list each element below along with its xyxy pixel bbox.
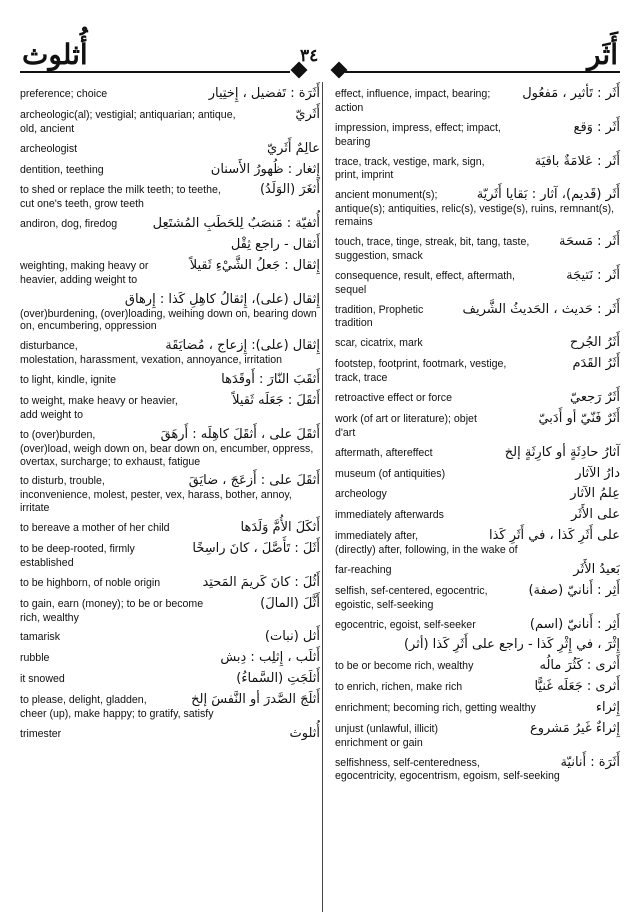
- translation-continued: egoistic, self-seeking: [335, 598, 434, 611]
- arabic-term: أَثَر : عَلامَةٌ باقيَة: [534, 153, 620, 169]
- dictionary-entry: [335, 700, 620, 716]
- arabic-term: أُثفيّة : مَنصَبٌ لِلحَطَبِ المُشتَعِل: [152, 216, 320, 232]
- translation-continued: sequel: [335, 283, 367, 296]
- right-headword: أَثَر: [586, 38, 618, 71]
- arabic-term: أَثَر (قَديم)، آثار : بَقايا أَثَريّة: [476, 187, 620, 203]
- dictionary-entry: [20, 671, 320, 687]
- arabic-term: أَثرى : كَثُرَ مالُه: [539, 658, 620, 674]
- english-translation: rubble: [20, 652, 50, 665]
- dictionary-entry: [20, 338, 320, 367]
- arabic-term: أَثكَلَ الأُمَّ وَلَدَها: [240, 520, 320, 536]
- translation-continued: print, imprint: [335, 169, 394, 182]
- dictionary-entry: [335, 268, 620, 297]
- dictionary-entry: [20, 292, 320, 334]
- english-translation: trace, track, vestige, mark, sign,: [335, 155, 485, 168]
- dictionary-entry: [335, 617, 620, 633]
- dictionary-entry: [20, 86, 320, 102]
- translation-continued: molestation, harassment, vexation, annoyance, irritation: [20, 354, 283, 367]
- arabic-term: أَثَرٌ رَجعيّ: [570, 390, 620, 406]
- dictionary-entry: [335, 721, 620, 750]
- arabic-term: إِثراء: [595, 699, 620, 715]
- arabic-term: عِلمُ الآثار: [570, 486, 620, 502]
- dictionary-entry: [20, 141, 320, 157]
- english-translation: to be deep-rooted, firmly: [20, 543, 135, 556]
- page-number: ٣٤: [300, 46, 319, 66]
- page-header: [0, 0, 638, 78]
- english-translation: consequence, result, effect, aftermath,: [335, 269, 516, 282]
- translation-continued: (directly) after, following, in the wake of: [335, 543, 518, 556]
- arabic-term: على أَثَرِ كَذا ، في أَثَرِ كَذا: [489, 528, 620, 544]
- english-translation: disturbance,: [20, 340, 78, 353]
- arabic-term: أَثلَجَ الصَّدرَ أو النَّفسَ إلخ: [191, 692, 320, 708]
- dictionary-entry: [335, 154, 620, 183]
- translation-continued: d'art: [335, 426, 356, 439]
- arabic-term: أَثِر : أَنانيّ (صفة): [528, 582, 620, 598]
- dictionary-entry: [335, 120, 620, 149]
- arabic-term: إِثقال (على): إِزعاج ، مُضايَقَة: [165, 338, 320, 354]
- english-translation: aftermath, aftereffect: [335, 446, 433, 459]
- english-translation: work (of art or literature); objet: [335, 412, 477, 425]
- english-translation: to weight, make heavy or heavier,: [20, 394, 178, 407]
- arabic-term: أَثَرَة : أَنانيّة: [560, 754, 620, 770]
- translation-continued: (over)burdening, (over)loading, weihing down on, bearing down on, encumbering, oppression: [20, 307, 317, 333]
- english-translation: to (over)burden,: [20, 428, 96, 441]
- arabic-term: أَثقَلَ على ، أَثقَلَ كاهِلَه : أَرهَقَ: [160, 426, 320, 442]
- translation-continued: established: [20, 556, 74, 569]
- dictionary-entry: [335, 562, 620, 578]
- dictionary-entry: [20, 237, 320, 253]
- english-translation: to enrich, richen, make rich: [335, 681, 463, 694]
- english-translation: archeologist: [20, 142, 78, 155]
- translation-continued: inconvenience, molest, pester, vex, harass, bother, annoy, irritate: [20, 489, 292, 515]
- english-translation: to be highborn, of noble origin: [20, 576, 161, 589]
- arabic-term: أَثَر : نَتيجَة: [566, 267, 620, 283]
- translation-continued: suggestion, smack: [335, 249, 423, 262]
- arabic-term: أَثَر : تَأثير ، مَفعُول: [522, 86, 620, 101]
- dictionary-entry: [20, 473, 320, 515]
- dictionary-entry: [20, 692, 320, 721]
- left-headword: أُثلوث: [22, 38, 88, 71]
- dictionary-entry: [20, 427, 320, 469]
- arabic-term: بَعيدُ الأَثَر: [573, 561, 620, 577]
- dictionary-entry: [335, 356, 620, 385]
- dictionary-entry: [335, 445, 620, 461]
- header-rule-left: [20, 71, 290, 73]
- dictionary-entry: [335, 390, 620, 406]
- english-translation: to light, kindle, ignite: [20, 374, 116, 387]
- dictionary-entry: [20, 541, 320, 570]
- header-rule-right: [345, 71, 620, 73]
- english-translation: museum (of antiquities): [335, 467, 446, 480]
- left-column: [20, 86, 320, 747]
- english-translation: immediately after,: [335, 530, 419, 543]
- translation-continued: (over)load, weigh down on, bear down on, encumber, oppress, overtax, surcharge; to exhaust, fatigue: [20, 442, 314, 468]
- arabic-term: أَثقَلَ على : أَزعَجَ ، ضايَقَ: [188, 473, 320, 489]
- arabic-term: أَثَريّ: [295, 106, 320, 122]
- arabic-term: أَثقَبَ النّارَ : أَوقَدَها: [221, 372, 320, 388]
- arabic-term: إِثراءٌ غَيرُ مَشروع: [529, 720, 620, 736]
- arabic-term: أَثَلَ : تَأَصَّلَ ، كانَ راسِخًا: [192, 541, 320, 557]
- arabic-term: أَثقال - راجع ثِقْل: [230, 237, 320, 252]
- arabic-term: على الأَثَر: [571, 507, 620, 523]
- dictionary-entry: [335, 755, 620, 784]
- arabic-term: إِثْرَ ، في إِثْرِ كَذا - راجع على أَثَرِ كَذا (أثر): [403, 637, 620, 653]
- arabic-term: إِثقال : جَعلُ الشَّيْءِ ثَقيلاً: [189, 257, 320, 273]
- arabic-term: أَثلَجَتِ (السَّماءُ): [236, 671, 320, 687]
- arabic-term: إِثقال (على)، إِثقالُ كاهِلِ كَذا : إِرهاق: [124, 291, 320, 307]
- translation-continued: cut one's teeth, grow teeth: [20, 198, 144, 211]
- dictionary-entry: [335, 411, 620, 440]
- arabic-term: أَثَرُ الجُرح: [569, 335, 620, 351]
- english-translation: effect, influence, impact, bearing;: [335, 88, 491, 100]
- english-translation: archeology: [335, 488, 387, 501]
- english-translation: to please, delight, gladden,: [20, 694, 147, 707]
- dictionary-entry: [335, 86, 620, 115]
- english-translation: enrichment; becoming rich, getting wealthy: [335, 701, 536, 714]
- translation-continued: enrichment or gain: [335, 736, 423, 749]
- dictionary-entry: [335, 486, 620, 502]
- english-translation: immediately afterwards: [335, 509, 444, 522]
- english-translation: weighting, making heavy or: [20, 259, 149, 272]
- dictionary-entry: [335, 466, 620, 482]
- translation-continued: rich, wealthy: [20, 611, 79, 624]
- arabic-term: أَثَرَة : تَفضيل ، إِختِيار: [208, 86, 320, 101]
- english-translation: to gain, earn (money); to be or become: [20, 597, 204, 610]
- arabic-term: أَثلَب ، إِثلِب : دِبش: [220, 650, 320, 666]
- english-translation: selfish, sef-centered, egocentric,: [335, 584, 488, 597]
- translation-continued: add weight to: [20, 408, 84, 421]
- english-translation: retroactive effect or force: [335, 392, 452, 405]
- dictionary-entry: [335, 679, 620, 695]
- arabic-term: أَثَرُ القَدَم: [572, 356, 620, 372]
- arabic-term: أَثَر : وَقع: [573, 119, 620, 135]
- english-translation: egocentric, egoist, self-seeker: [335, 618, 476, 631]
- english-translation: to disturb, trouble,: [20, 475, 105, 488]
- dictionary-entry: [20, 520, 320, 536]
- arabic-term: أَثَرٌ فَنّيّ أو أَدَبيّ: [538, 410, 620, 426]
- translation-continued: action: [335, 101, 364, 114]
- dictionary-entry: [20, 258, 320, 287]
- dictionary-entry: [335, 658, 620, 674]
- arabic-term: أَثغَرَ (الوَلَدُ): [259, 182, 320, 198]
- dictionary-entry: [20, 107, 320, 136]
- dictionary-entry: [335, 583, 620, 612]
- dictionary-entry: [20, 182, 320, 211]
- arabic-term: دارُ الآثار: [575, 465, 620, 481]
- column-divider: [322, 82, 323, 912]
- right-column: [335, 86, 620, 788]
- dictionary-entry: [20, 575, 320, 591]
- arabic-term: أُثلوث: [289, 725, 320, 741]
- english-translation: ancient monument(s);: [335, 189, 438, 202]
- translation-continued: egocentricity, egocentrism, egoism, self-seeking: [335, 770, 560, 783]
- dictionary-entry: [20, 216, 320, 232]
- english-translation: to bereave a mother of her child: [20, 522, 170, 535]
- dictionary-entry: [20, 393, 320, 422]
- dictionary-entry: [20, 650, 320, 666]
- header-diamond-right: [331, 62, 348, 79]
- dictionary-entry: [20, 629, 320, 645]
- arabic-term: أَثِر : أَنانيّ (اسم): [529, 616, 620, 632]
- translation-continued: bearing: [335, 135, 371, 148]
- arabic-term: أَثل (نبات): [264, 629, 320, 645]
- english-translation: footstep, footprint, footmark, vestige,: [335, 358, 507, 371]
- english-translation: to be or become rich, wealthy: [335, 660, 474, 673]
- dictionary-entry: [335, 528, 620, 557]
- translation-continued: track, trace: [335, 372, 388, 385]
- arabic-term: عالِمٌ أَثَريّ: [266, 140, 320, 156]
- translation-continued: antique(s); antiquities, relic(s), vestige(s), ruins, remnant(s), remains: [335, 203, 615, 229]
- english-translation: archeologic(al); vestigial; antiquarian; antique,: [20, 108, 236, 121]
- arabic-term: أَثَر : مَسحَة: [559, 234, 620, 250]
- dictionary-entry: [20, 162, 320, 178]
- arabic-term: أَثقَلَ : جَعَلَه ثَقيلاً: [232, 392, 320, 408]
- dictionary-entry: [335, 302, 620, 331]
- dictionary-entry: [335, 335, 620, 351]
- english-translation: andiron, dog, firedog: [20, 218, 118, 231]
- arabic-term: أَثَر : حَديث ، الحَديثُ الشَّريف: [462, 301, 620, 317]
- english-translation: tradition, Prophetic: [335, 303, 424, 316]
- english-translation: far-reaching: [335, 563, 392, 576]
- arabic-term: آثارُ حادِثَةٍ أو كارِثَةٍ إلخ: [504, 444, 620, 460]
- translation-continued: tradition: [335, 317, 373, 330]
- english-translation: scar, cicatrix, mark: [335, 337, 423, 350]
- english-translation: dentition, teething: [20, 163, 104, 176]
- dictionary-entry: [335, 637, 620, 653]
- translation-continued: old, ancient: [20, 122, 75, 135]
- dictionary-entry: [335, 507, 620, 523]
- english-translation: unjust (unlawful, illicit): [335, 722, 439, 735]
- english-translation: trimester: [20, 727, 62, 740]
- arabic-term: أَثرى : جَعَلَه غَنيًّا: [534, 679, 620, 695]
- dictionary-entry: [20, 726, 320, 742]
- english-translation: to shed or replace the milk teeth; to teethe,: [20, 184, 221, 197]
- english-translation: tamarisk: [20, 631, 61, 644]
- dictionary-entry: [335, 187, 620, 229]
- arabic-term: أَثَّلَ (المالَ): [260, 595, 320, 611]
- english-translation: selfishness, self-centeredness,: [335, 756, 480, 769]
- dictionary-entry: [335, 234, 620, 263]
- translation-continued: heavier, adding weight to: [20, 273, 138, 286]
- english-translation: preference; choice: [20, 88, 108, 100]
- english-translation: impression, impress, effect; impact,: [335, 121, 501, 134]
- english-translation: touch, trace, tinge, streak, bit, tang, taste,: [335, 236, 530, 249]
- dictionary-entry: [20, 596, 320, 625]
- english-translation: it snowed: [20, 673, 65, 686]
- translation-continued: cheer (up), make happy; to gratify, satisfy: [20, 707, 214, 720]
- arabic-term: أَثُلَ : كانَ كَريمَ المَحتِد: [202, 574, 320, 590]
- dictionary-entry: [20, 372, 320, 388]
- arabic-term: إِثغار : ظُهورُ الأَسنان: [210, 161, 320, 177]
